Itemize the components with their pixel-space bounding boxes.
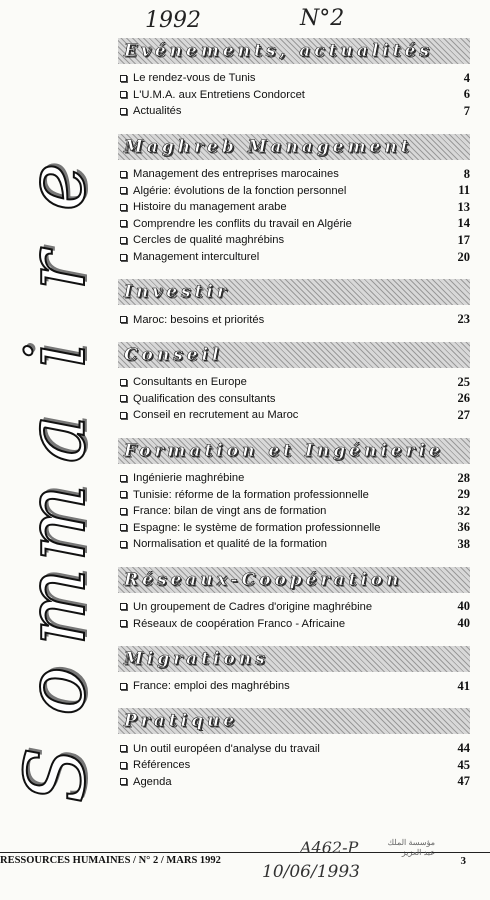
vertical-title-letter: r: [9, 251, 104, 291]
stamp-date: 10/06/1993: [262, 862, 360, 882]
checkbox-icon: [120, 475, 127, 482]
toc-section: [118, 646, 470, 695]
toc-entry: [118, 70, 470, 87]
toc-entry: [118, 740, 470, 757]
entry-page-number: 23: [457, 312, 470, 327]
vertical-title-letter: a: [9, 414, 104, 464]
toc-entry: [118, 182, 470, 199]
entry-title: Normalisation et qualité de la formation: [133, 538, 328, 551]
entry-page-number: 40: [457, 599, 470, 614]
section-entries: [118, 464, 470, 553]
entry-page-number: 38: [457, 536, 470, 551]
entry-title: Comprendre les conflits du travail en Algérie: [133, 217, 352, 230]
checkbox-icon: [120, 187, 127, 194]
handwritten-year: 1992: [145, 8, 201, 33]
entry-title: Conseil en recrutement au Maroc: [133, 409, 299, 422]
toc-entry: [118, 536, 470, 553]
checkbox-icon: [120, 508, 127, 515]
entry-title: Management des entreprises marocaines: [133, 168, 339, 181]
toc-entry: [118, 599, 470, 616]
toc-entry: [118, 774, 470, 791]
toc-entry: [118, 166, 470, 183]
checkbox-icon: [120, 171, 127, 178]
entry-page-number: 32: [457, 503, 470, 518]
section-header: [118, 567, 470, 593]
section-title: Formation et Ingénierie: [124, 440, 444, 461]
toc-section: [118, 38, 470, 120]
checkbox-icon: [120, 412, 127, 419]
entry-page-number: 29: [457, 487, 470, 502]
section-header: [118, 38, 470, 64]
section-header: [118, 646, 470, 672]
checkbox-icon: [120, 379, 127, 386]
entry-title: Un groupement de Cadres d'origine maghrébine: [133, 600, 373, 613]
toc-entry: [118, 311, 470, 328]
vertical-title-letter: m: [9, 484, 104, 562]
checkbox-icon: [120, 395, 127, 402]
handwritten-issue-number: N°2: [300, 6, 345, 31]
entry-page-number: 47: [457, 774, 470, 789]
section-header: [118, 438, 470, 464]
toc-section: [118, 438, 470, 553]
entry-title: Espagne: le système de formation professionnelle: [133, 521, 381, 534]
entry-page-number: 17: [457, 232, 470, 247]
toc-section: [118, 708, 470, 790]
section-entries: [118, 64, 470, 120]
checkbox-icon: [120, 75, 127, 82]
entry-title: Maroc: besoins et priorités: [133, 313, 265, 326]
toc-entry: [118, 486, 470, 503]
toc-entry: [118, 520, 470, 537]
entry-title: Tunisie: réforme de la formation professionnelle: [133, 488, 369, 501]
checkbox-icon: [120, 524, 127, 531]
section-header: [118, 134, 470, 160]
entry-page-number: 11: [458, 183, 470, 198]
section-entries: [118, 593, 470, 632]
entry-page-number: 13: [457, 199, 470, 214]
toc-entry: [118, 470, 470, 487]
entry-page-number: 36: [457, 520, 470, 535]
toc-entry: [118, 757, 470, 774]
toc-section: [118, 134, 470, 266]
vertical-title-sommaire: [9, 70, 104, 820]
toc-entry: [118, 87, 470, 104]
section-header: [118, 279, 470, 305]
vertical-title-letter: m: [9, 568, 104, 646]
entry-title: Actualités: [133, 105, 182, 118]
checkbox-icon: [120, 541, 127, 548]
toc-entry: [118, 103, 470, 120]
section-title: Conseil: [124, 344, 223, 365]
checkbox-icon: [120, 108, 127, 115]
entry-title: Ingénierie maghrébine: [133, 472, 245, 485]
checkbox-icon: [120, 603, 127, 610]
entry-page-number: 45: [457, 757, 470, 772]
checkbox-icon: [120, 316, 127, 323]
entry-page-number: 14: [457, 216, 470, 231]
entry-title: France: emploi des maghrébins: [133, 680, 290, 693]
footer-publication: RESSOURCES HUMAINES / N° 2 / MARS 1992: [0, 855, 221, 866]
checkbox-icon: [120, 220, 127, 227]
vertical-title-letter: o: [9, 666, 104, 716]
entry-title: Un outil européen d'analyse du travail: [133, 742, 320, 755]
stamp-code: A462-P: [300, 838, 359, 857]
entry-page-number: 26: [457, 391, 470, 406]
entry-page-number: 40: [457, 616, 470, 631]
toc-section: [118, 279, 470, 328]
entry-title: Le rendez-vous de Tunis: [133, 72, 256, 85]
toc-section: [118, 567, 470, 632]
entry-page-number: 28: [457, 470, 470, 485]
entry-page-number: 4: [463, 70, 470, 85]
toc-entry: [118, 232, 470, 249]
entry-page-number: 44: [457, 741, 470, 756]
toc-entry: [118, 199, 470, 216]
entry-page-number: 27: [457, 407, 470, 422]
toc-entry: [118, 249, 470, 266]
checkbox-icon: [120, 683, 127, 690]
entry-title: Qualification des consultants: [133, 392, 276, 405]
entry-title: Algérie: évolutions de la fonction personnel: [133, 184, 347, 197]
section-entries: [118, 368, 470, 424]
checkbox-icon: [120, 745, 127, 752]
toc-entry: [118, 374, 470, 391]
entry-page-number: 25: [457, 374, 470, 389]
entry-title: France: bilan de vingt ans de formation: [133, 505, 327, 518]
entry-page-number: 41: [457, 678, 470, 693]
entry-page-number: 8: [463, 166, 470, 181]
entry-title: Cercles de qualité maghrébins: [133, 234, 285, 247]
section-header: [118, 342, 470, 368]
footer-page-number: 3: [460, 855, 466, 867]
vertical-title-letter: i: [9, 341, 104, 369]
vertical-title-letter: S: [9, 746, 104, 804]
section-title: Evénements, actualités: [124, 41, 433, 61]
entry-title: Management interculturel: [133, 251, 260, 264]
toc-entry: [118, 503, 470, 520]
entry-page-number: 6: [463, 87, 470, 102]
entry-title: L'U.M.A. aux Entretiens Condorcet: [133, 88, 305, 101]
entry-page-number: 7: [463, 103, 470, 118]
section-header: [118, 708, 470, 734]
section-entries: [118, 672, 470, 695]
checkbox-icon: [120, 237, 127, 244]
checkbox-icon: [120, 91, 127, 98]
section-title: Migrations: [124, 648, 269, 669]
toc-entry: [118, 615, 470, 632]
entry-title: Consultants en Europe: [133, 376, 247, 389]
checkbox-icon: [120, 620, 127, 627]
entry-title: Réseaux de coopération Franco - Africaine: [133, 617, 346, 630]
section-entries: [118, 160, 470, 266]
section-title: Pratique: [124, 711, 239, 732]
entry-page-number: 20: [457, 249, 470, 264]
toc-section: [118, 342, 470, 424]
vertical-title-letter: e: [9, 162, 104, 212]
section-entries: [118, 734, 470, 790]
section-title: Investir: [124, 282, 230, 303]
section-title: Réseaux-Coopération: [124, 569, 403, 590]
table-of-contents: [118, 38, 470, 804]
toc-entry: [118, 216, 470, 233]
entry-title: Histoire du management arabe: [133, 201, 287, 214]
section-entries: [118, 305, 470, 328]
entry-title: Références: [133, 759, 191, 772]
checkbox-icon: [120, 254, 127, 261]
toc-entry: [118, 391, 470, 408]
entry-title: Agenda: [133, 775, 172, 788]
checkbox-icon: [120, 778, 127, 785]
checkbox-icon: [120, 762, 127, 769]
toc-entry: [118, 678, 470, 695]
library-stamp: مؤسسة الملك عبد العزيز: [387, 838, 435, 857]
checkbox-icon: [120, 204, 127, 211]
section-title: Maghreb Management: [124, 136, 413, 157]
checkbox-icon: [120, 491, 127, 498]
toc-entry: [118, 407, 470, 424]
